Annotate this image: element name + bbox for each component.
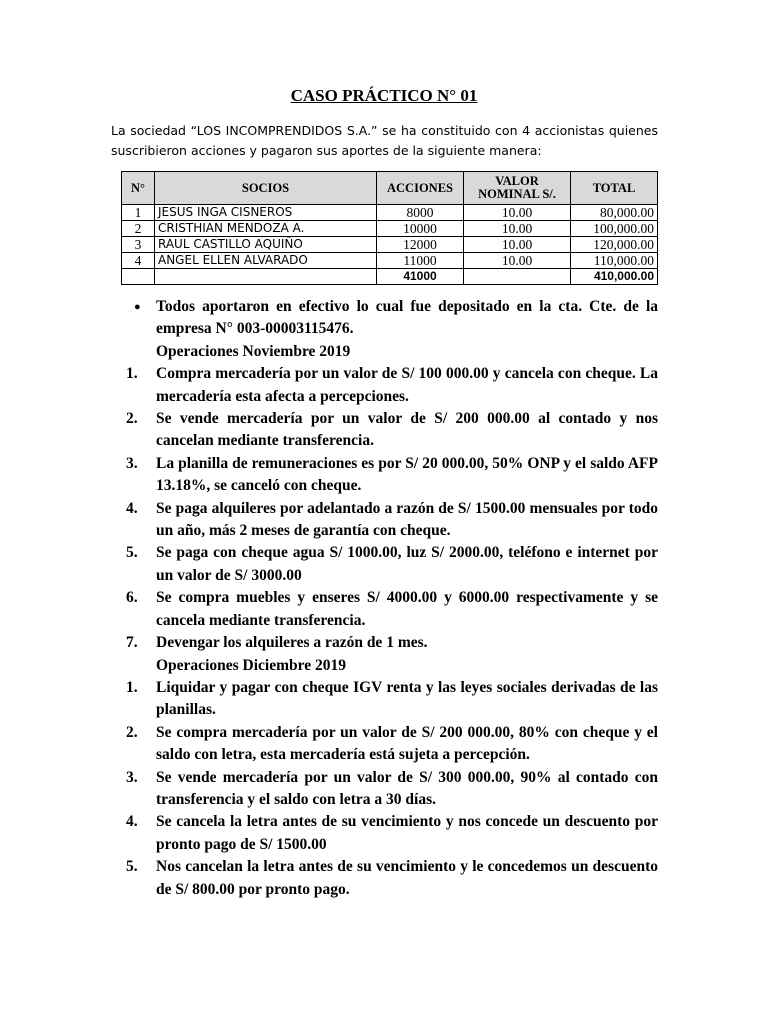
list-item: [126, 542, 658, 587]
cell-socio: CRISTHIAN MENDOZA A.: [155, 221, 377, 237]
cell-valor: 10.00: [464, 253, 571, 269]
header-total: TOTAL: [571, 172, 658, 205]
cell-empty: [155, 269, 377, 285]
header-acciones: ACCIONES: [377, 172, 464, 205]
list-item: [126, 811, 658, 856]
cell-number: 2: [122, 221, 155, 237]
operations-body: [126, 296, 658, 901]
header-number: N°: [122, 172, 155, 205]
cell-valor: 10.00: [464, 237, 571, 253]
total-amount: 410,000.00: [571, 269, 658, 285]
item-number: 3.: [126, 454, 138, 472]
cell-valor: 10.00: [464, 221, 571, 237]
item-text: Se vende mercadería por un valor de S/ 300 000.00, 90% al contado con transferencia y el saldo con letra a 30 días.: [156, 768, 658, 808]
item-text: Compra mercadería por un valor de S/ 100 000.00 y cancela con cheque. La mercadería esta afecta a percepciones.: [156, 365, 658, 405]
cell-acciones: 10000: [377, 221, 464, 237]
list-item: [126, 408, 658, 453]
item-text: Se compra mercadería por un valor de S/ 200 000.00, 80% con cheque y el saldo con letra, esta mercadería está sujeta a percepción.: [156, 723, 658, 764]
item-number: 2.: [126, 723, 138, 741]
cell-total: 120,000.00: [571, 237, 658, 253]
item-number: 5.: [126, 544, 138, 562]
table-row: [122, 205, 658, 221]
item-text: Se paga con cheque agua S/ 1000.00, luz S/ 2000.00, teléfono e internet por un valor de S/ 3000.00: [156, 544, 658, 584]
list-item: [126, 767, 658, 812]
item-text: Nos cancelan la letra antes de su vencimiento y le concedemos un descuento de S/ 800.00 por pronto pago.: [156, 858, 658, 898]
intro-paragraph: La sociedad “LOS INCOMPRENDIDOS S.A.” se ha constituido con 4 accionistas quienes suscribieron acciones y pagaron sus aportes de la siguiente manera:: [111, 123, 658, 158]
cell-number: 4: [122, 253, 155, 269]
item-text: Se compra muebles y enseres S/ 4000.00 y 6000.00 respectivamente y se cancela mediante transferencia.: [156, 589, 658, 629]
cell-socio: ANGEL ELLEN ALVARADO: [155, 253, 377, 269]
item-text: Se cancela la letra antes de su vencimiento y nos concede un descuento por pronto pago de S/ 1500.00: [156, 813, 658, 853]
item-text: Devengar los alquileres a razón de 1 mes.: [156, 634, 428, 652]
item-number: 7.: [126, 634, 138, 652]
cell-total: 110,000.00: [571, 253, 658, 269]
cell-acciones: 12000: [377, 237, 464, 253]
table-header-row: [122, 172, 658, 205]
shareholders-table: [121, 171, 658, 285]
cell-empty: [122, 269, 155, 285]
cell-valor: 10.00: [464, 205, 571, 221]
item-text: Se vende mercadería por un valor de S/ 200 000.00 al contado y nos cancelan mediante transferencia.: [156, 410, 658, 450]
cell-total: 80,000.00: [571, 205, 658, 221]
table-totals-row: [122, 269, 658, 285]
item-text: Se paga alquileres por adelantado a razón de S/ 1500.00 mensuales por todo un año, más 2 meses de garantía con cheque.: [156, 499, 658, 540]
bullet-marker: ●: [134, 301, 141, 313]
header-valor-line2: NOMINAL S/.: [478, 187, 556, 201]
header-valor-nominal: [464, 172, 571, 205]
section-heading-november: Operaciones Noviembre 2019: [156, 342, 351, 360]
cell-empty: [464, 269, 571, 285]
table-row: [122, 253, 658, 269]
cell-number: 1: [122, 205, 155, 221]
list-item: [126, 363, 658, 408]
header-socios: SOCIOS: [155, 172, 377, 205]
document-title: CASO PRÁCTICO N° 01: [290, 86, 478, 105]
item-number: 4.: [126, 499, 138, 517]
total-acciones: 41000: [377, 269, 464, 285]
item-number: 3.: [126, 768, 138, 786]
list-item: [126, 632, 658, 654]
cell-socio: RAUL CASTILLO AQUIÑO: [155, 237, 377, 253]
item-number: 4.: [126, 813, 138, 831]
list-item: [126, 722, 658, 767]
header-valor-line1: VALOR: [495, 174, 539, 188]
deposit-note: [126, 296, 658, 341]
table-row: [122, 221, 658, 237]
list-item: [126, 587, 658, 632]
item-text: La planilla de remuneraciones es por S/ 20 000.00, 50% ONP y el saldo AFP 13.18%, se canceló con cheque.: [156, 454, 658, 495]
deposit-note-text: Todos aportaron en efectivo lo cual fue depositado en la cta. Cte. de la empresa N° 003-00003115476.: [156, 298, 658, 338]
cell-acciones: 11000: [377, 253, 464, 269]
section-heading-december: Operaciones Diciembre 2019: [156, 656, 346, 674]
item-number: 6.: [126, 589, 138, 607]
item-text: Liquidar y pagar con cheque IGV renta y las leyes sociales derivadas de las planillas.: [156, 678, 658, 719]
cell-acciones: 8000: [377, 205, 464, 221]
item-number: 1.: [126, 365, 138, 383]
item-number: 5.: [126, 858, 138, 876]
list-item: [126, 453, 658, 498]
list-item: [126, 677, 658, 722]
list-item: [126, 856, 658, 901]
cell-socio: JESUS INGA CISNEROS: [155, 205, 377, 221]
item-number: 2.: [126, 410, 138, 428]
list-item: [126, 498, 658, 543]
cell-number: 3: [122, 237, 155, 253]
table-row: [122, 237, 658, 253]
cell-total: 100,000.00: [571, 221, 658, 237]
item-number: 1.: [126, 678, 138, 696]
